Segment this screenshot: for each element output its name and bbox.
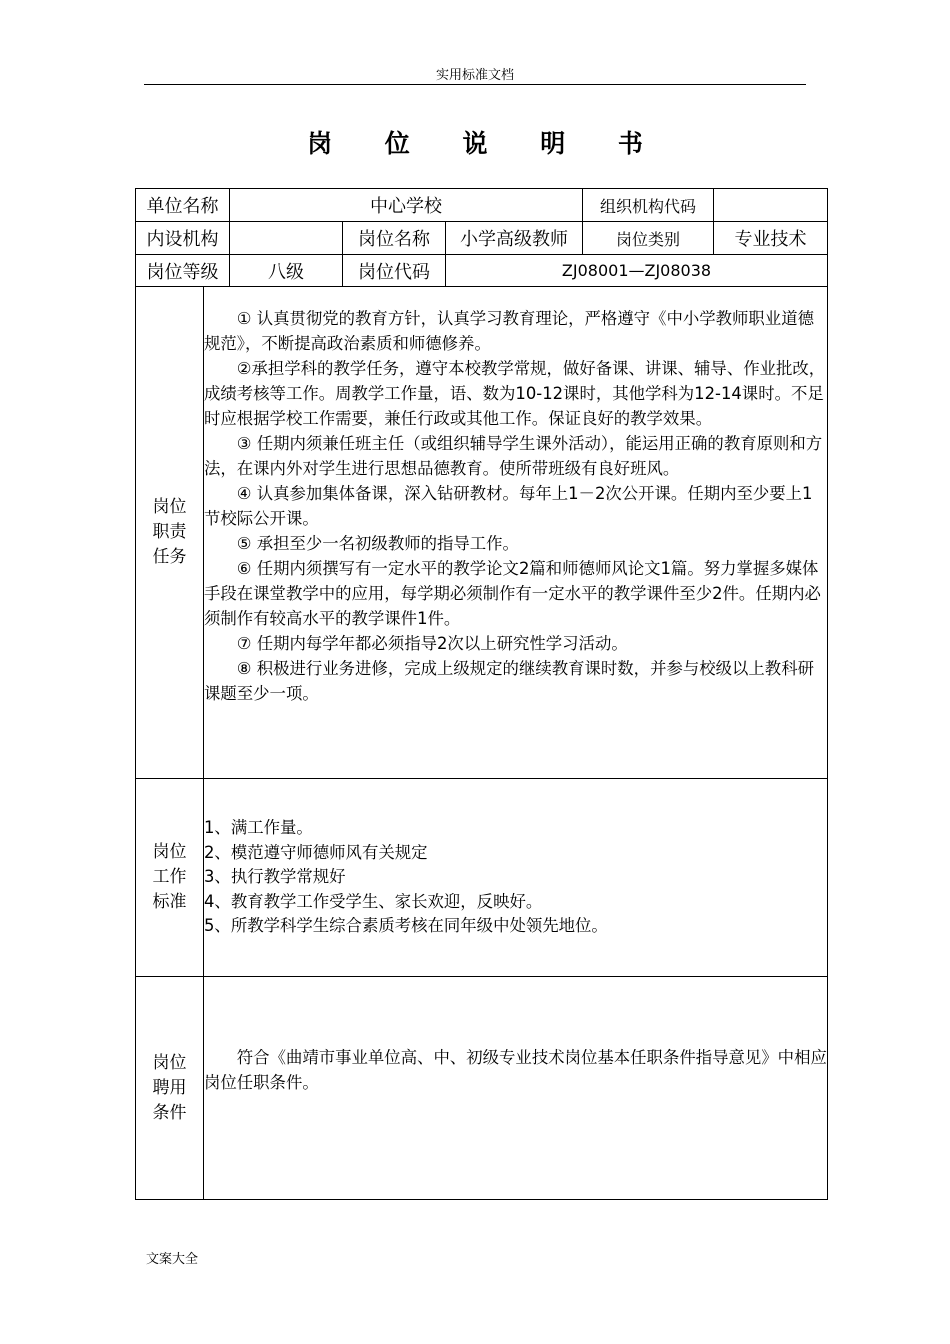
page-header: 实用标准文档 xyxy=(435,68,514,83)
job-description-table xyxy=(135,188,828,1200)
requirements-text: 符合《曲靖市事业单位高、中、初级专业技术岗位基本任职条件指导意见》中相应岗位任职条件。 xyxy=(204,1048,827,1092)
dept-value xyxy=(230,222,343,255)
post-code-label: 岗位代码 xyxy=(343,255,446,287)
duty-item: ④ 认真参加集体备课，深入钻研教材。每年上1－2次公开课。任期内至少要上1节校际公开课。 xyxy=(204,484,813,528)
row-duties xyxy=(136,287,828,779)
row-unit xyxy=(136,189,828,222)
duty-item: ③ 任期内须兼任班主任（或组织辅导学生课外活动），能运用正确的教育原则和方法，在课内外对学生进行思想品德教育。使所带班级有良好班风。 xyxy=(204,434,823,478)
standards-label xyxy=(136,779,204,977)
org-code-value xyxy=(714,189,828,222)
org-code-label: 组织机构代码 xyxy=(583,189,714,222)
grade-value: 八级 xyxy=(230,255,343,287)
post-name-label: 岗位名称 xyxy=(343,222,446,255)
standard-item: 5、所教学科学生综合素质考核在同年级中处领先地位。 xyxy=(204,916,608,936)
requirements-label-line: 聘用 xyxy=(152,1077,187,1098)
row-grade xyxy=(136,255,828,287)
unit-label: 单位名称 xyxy=(136,189,230,222)
unit-value: 中心学校 xyxy=(230,189,583,222)
row-requirements xyxy=(136,977,828,1200)
duty-item: ⑥ 任期内须撰写有一定水平的教学论文2篇和师德师风论文1篇。努力掌握多媒体手段在课堂教学中的应用，每学期必须制作有一定水平的教学课件至少2件。任期内必须制作有较高水平的教学课件1件。 xyxy=(204,559,821,628)
page-footer: 文案大全 xyxy=(146,1252,199,1267)
duties-label xyxy=(136,287,204,779)
standards-content xyxy=(204,779,828,977)
duty-item: ②承担学科的教学任务，遵守本校教学常规，做好备课、讲课、辅导、作业批改，成绩考核等工作。周教学工作量，语、数为10-12课时，其他学科为12-14课时。不足时应根据学校工作需要，兼任行政或其他工作。保证良好的教学效果。 xyxy=(204,359,826,428)
duties-content xyxy=(204,287,828,779)
requirements-label xyxy=(136,977,204,1200)
post-name-value: 小学高级教师 xyxy=(446,222,583,255)
grade-label: 岗位等级 xyxy=(136,255,230,287)
post-type-label: 岗位类别 xyxy=(583,222,714,255)
duty-item: ⑤ 承担至少一名初级教师的指导工作。 xyxy=(236,534,519,553)
duties-label-line: 职责 xyxy=(152,522,187,542)
standard-item: 4、教育教学工作受学生、家长欢迎，反映好。 xyxy=(204,891,543,911)
duty-item: ⑧ 积极进行业务进修，完成上级规定的继续教育课时数，并参与校级以上教科研课题至少一项。 xyxy=(204,659,814,703)
post-code-value: ZJ08001—ZJ08038 xyxy=(446,255,828,287)
duties-label-line: 岗位 xyxy=(152,497,187,517)
standards-label-line: 标准 xyxy=(152,892,187,912)
standards-label-line: 岗位 xyxy=(152,842,187,862)
header-rule xyxy=(144,84,806,85)
document-title: 岗 位 说 明 书 xyxy=(307,129,665,158)
requirements-label-line: 岗位 xyxy=(152,1052,187,1073)
requirements-label-line: 条件 xyxy=(152,1102,187,1123)
duty-item: ⑦ 任期内每学年都必须指导2次以上研究性学习活动。 xyxy=(236,634,628,653)
duties-label-line: 任务 xyxy=(152,547,187,567)
row-standards xyxy=(136,779,828,977)
post-type-value: 专业技术 xyxy=(714,222,828,255)
standard-item: 3、执行教学常规好 xyxy=(204,867,346,887)
requirements-content xyxy=(204,977,828,1200)
standards-label-line: 工作 xyxy=(152,867,187,887)
duty-item: ① 认真贯彻党的教育方针，认真学习教育理论，严格遵守《中小学教师职业道德规范》，不断提高政治素质和师德修养。 xyxy=(204,309,814,353)
standard-item: 1、满工作量。 xyxy=(204,818,313,838)
dept-label: 内设机构 xyxy=(136,222,230,255)
standard-item: 2、模范遵守师德师风有关规定 xyxy=(204,842,428,862)
row-dept xyxy=(136,222,828,255)
